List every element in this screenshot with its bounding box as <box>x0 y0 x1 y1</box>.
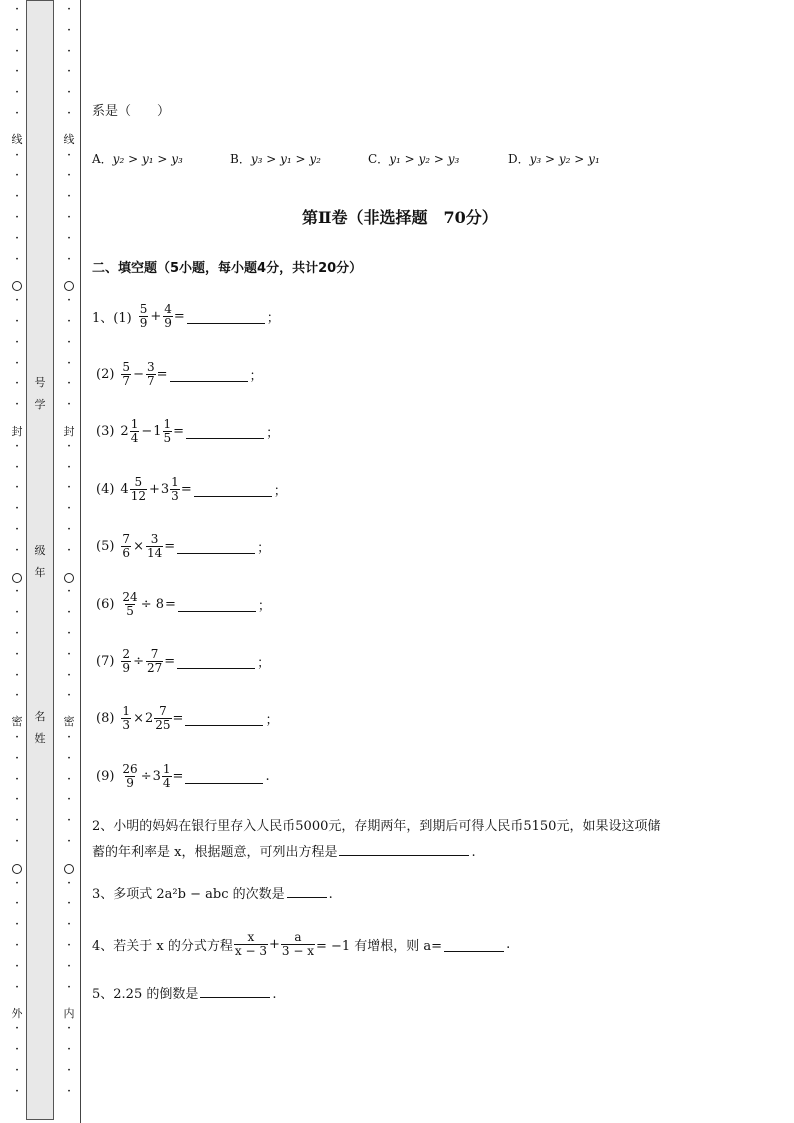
fraction: $\frac{1}{3}$ <box>171 474 179 503</box>
whole-part: 1 <box>153 423 162 439</box>
student-info-strip <box>26 0 54 1120</box>
binding-dot: • <box>15 734 19 741</box>
fraction: $\frac{7}{25}$ <box>155 703 171 732</box>
binding-label: 内 <box>63 1007 75 1020</box>
binding-dot: • <box>67 651 71 658</box>
binding-dot: • <box>67 1025 71 1032</box>
answer-blank[interactable] <box>185 711 263 726</box>
item-end: ； <box>257 655 271 671</box>
strip-label: 级 <box>34 544 46 557</box>
binding-dot: • <box>15 443 19 450</box>
binding-dot: • <box>15 48 19 55</box>
operator: ÷ <box>133 653 144 669</box>
equals-sign: = <box>173 308 185 324</box>
binding-dot: • <box>67 1046 71 1053</box>
q1-item <box>92 758 270 794</box>
binding-dot: • <box>67 776 71 783</box>
binding-dot: • <box>15 921 19 928</box>
fraction: $\frac{2}{9}$ <box>122 646 131 675</box>
binding-dot: • <box>67 672 71 679</box>
binding-dot: • <box>67 942 71 949</box>
q1-item <box>92 356 263 392</box>
binding-dot: • <box>67 630 71 637</box>
answer-blank[interactable] <box>177 539 255 554</box>
binding-dot: • <box>15 110 19 117</box>
q1-item <box>92 643 270 679</box>
binding-dot: • <box>67 89 71 96</box>
binding-dot: • <box>15 755 19 762</box>
answer-blank[interactable] <box>339 841 469 856</box>
binding-dot: • <box>67 256 71 263</box>
binding-circle <box>64 281 74 291</box>
equals-sign: = <box>172 768 184 784</box>
binding-dot: • <box>15 27 19 34</box>
binding-dot: • <box>15 318 19 325</box>
binding-dot: • <box>15 838 19 845</box>
equals-sign: = <box>172 710 184 726</box>
binding-circle <box>64 573 74 583</box>
answer-blank[interactable] <box>178 597 256 612</box>
q1-item <box>92 413 279 449</box>
binding-label: 线 <box>63 133 75 146</box>
binding-dot: • <box>15 6 19 13</box>
q1-item <box>92 700 278 736</box>
question-5: 5、2.25 的倒数是 . <box>92 982 742 1008</box>
item-number: (6) <box>96 596 115 612</box>
binding-dot: • <box>67 588 71 595</box>
binding-dot: • <box>67 734 71 741</box>
binding-dot: • <box>15 214 19 221</box>
binding-label: 外 <box>11 1007 23 1020</box>
q2-line2: 蓄的年利率是 x，根据题意，可列出方程是 . <box>92 840 742 866</box>
binding-dot: • <box>15 484 19 491</box>
fraction: $\frac{26}{9}$ <box>122 761 138 790</box>
binding-dot: • <box>15 776 19 783</box>
item-number: (4) <box>96 481 115 497</box>
binding-dot: • <box>67 1067 71 1074</box>
binding-dot: • <box>15 360 19 367</box>
binding-dot: • <box>15 297 19 304</box>
option-b: B．y₃ > y₁ > y₂ <box>230 152 321 166</box>
binding-dot: • <box>15 1025 19 1032</box>
binding-dot: • <box>67 1088 71 1095</box>
fraction: $\frac{1}{4}$ <box>162 761 171 790</box>
binding-dot: • <box>67 339 71 346</box>
equals-sign: = <box>165 596 176 612</box>
answer-blank[interactable] <box>170 367 248 382</box>
answer-blank[interactable] <box>177 654 255 669</box>
binding-dot: • <box>15 1088 19 1095</box>
item-end: ； <box>249 368 263 384</box>
item-end: ； <box>257 598 271 614</box>
equals-sign: = <box>164 538 176 554</box>
binding-dot: • <box>67 880 71 887</box>
binding-dot: • <box>15 588 19 595</box>
binding-circle <box>12 573 22 583</box>
item-end: ； <box>273 483 287 499</box>
binding-dot: • <box>67 172 71 179</box>
binding-dot: • <box>67 380 71 387</box>
part-heading: 二、填空题（5小题，每小题4分，共计20分） <box>92 261 363 276</box>
q1-item <box>92 586 271 622</box>
binding-dot: • <box>15 630 19 637</box>
fraction: $\frac{a}{3 - x}$ <box>281 929 314 958</box>
whole-part: 2 <box>144 710 154 726</box>
answer-blank[interactable] <box>194 482 272 497</box>
binding-dot: • <box>15 339 19 346</box>
binding-dot: • <box>15 89 19 96</box>
binding-dot: • <box>67 817 71 824</box>
binding-dot: • <box>67 838 71 845</box>
binding-label: 线 <box>11 133 23 146</box>
binding-dot: • <box>67 900 71 907</box>
binding-dot: • <box>15 817 19 824</box>
binding-dot: • <box>15 796 19 803</box>
equals-sign: = <box>164 653 176 669</box>
item-number: (3) <box>96 423 115 439</box>
binding-dot: • <box>15 984 19 991</box>
binding-dot: • <box>67 464 71 471</box>
item-end: ； <box>265 712 279 728</box>
answer-blank[interactable] <box>185 769 263 784</box>
binding-dot: • <box>67 110 71 117</box>
whole-part: 4 <box>120 481 129 497</box>
binding-dot: • <box>67 27 71 34</box>
binding-dot: • <box>67 755 71 762</box>
whole-part: 3 <box>152 768 161 784</box>
operator: ÷ 8 <box>140 596 164 612</box>
binding-dot: • <box>15 1067 19 1074</box>
whole-part: 3 <box>160 481 170 497</box>
answer-blank[interactable] <box>186 424 264 439</box>
binding-dot: • <box>15 963 19 970</box>
answer-blank[interactable] <box>444 937 504 952</box>
answer-blank[interactable] <box>187 309 265 324</box>
binding-dot: • <box>67 484 71 491</box>
binding-dot: • <box>67 68 71 75</box>
binding-dot: • <box>15 380 19 387</box>
whole-part: 2 <box>120 423 129 439</box>
strip-label: 号 <box>34 376 46 389</box>
binding-dot: • <box>67 318 71 325</box>
item-end: ； <box>266 310 280 326</box>
fraction: $\frac{24}{5}$ <box>122 589 138 618</box>
binding-dot: • <box>67 360 71 367</box>
binding-dot: • <box>15 235 19 242</box>
binding-label: 密 <box>11 715 23 728</box>
binding-dot: • <box>67 547 71 554</box>
binding-dot: • <box>67 193 71 200</box>
fraction: $\frac{1}{3}$ <box>122 703 131 732</box>
fraction: $\frac{3}{7}$ <box>146 359 155 388</box>
binding-dot: • <box>67 443 71 450</box>
binding-dot: • <box>67 796 71 803</box>
binding-dot: • <box>67 921 71 928</box>
binding-dot: • <box>67 235 71 242</box>
binding-dot: • <box>67 984 71 991</box>
binding-dot: • <box>67 6 71 13</box>
item-number: (7) <box>96 653 115 669</box>
answer-blank[interactable] <box>287 883 327 898</box>
binding-dot: • <box>67 401 71 408</box>
strip-label: 姓 <box>34 732 46 745</box>
fraction: $\frac{4}{9}$ <box>164 301 172 330</box>
operator: × <box>133 538 144 554</box>
binding-dot: • <box>15 1046 19 1053</box>
item-number: (9) <box>96 768 115 784</box>
equals-sign: = <box>156 366 168 382</box>
item-end: ； <box>266 425 280 441</box>
q1-item <box>92 528 270 564</box>
binding-dot: • <box>67 297 71 304</box>
binding-dot: • <box>15 692 19 699</box>
question-2 <box>92 814 742 866</box>
fraction: $\frac{1}{5}$ <box>163 416 172 445</box>
section-title: 第Ⅱ卷（非选择题 70分） <box>302 208 498 227</box>
operator: − <box>141 423 153 439</box>
binding-label: 封 <box>11 425 23 438</box>
equals-sign: = <box>180 481 192 497</box>
strip-label: 学 <box>34 398 46 411</box>
equals-sign: = <box>173 423 185 439</box>
binding-dot: • <box>15 505 19 512</box>
binding-dot: • <box>67 505 71 512</box>
fraction: $\frac{3}{14}$ <box>146 531 163 560</box>
question-4: 4、若关于 x 的分式方程 $\frac{x}{x - 3}$ + $\frac{a}{3 - x}$ = −1 有增根，则 a= . <box>92 929 511 958</box>
strip-label: 名 <box>34 710 46 723</box>
item-number: 1、(1) <box>92 310 132 326</box>
item-number: (2) <box>96 366 115 382</box>
binding-circle <box>12 864 22 874</box>
binding-dot: • <box>15 193 19 200</box>
question-tail: 系是（ ） <box>92 104 171 119</box>
fraction: $\frac{7}{27}$ <box>146 646 163 675</box>
binding-dot: • <box>67 692 71 699</box>
margin-border-line <box>80 0 81 1123</box>
binding-margin <box>0 0 82 1123</box>
fraction: $\frac{x}{x - 3}$ <box>234 929 267 958</box>
question-3: 3、多项式 2a²b − abc 的次数是 . <box>92 882 742 908</box>
binding-label: 密 <box>63 715 75 728</box>
binding-dot: • <box>15 672 19 679</box>
option-d: D．y₃ > y₂ > y₁ <box>508 152 600 166</box>
binding-dot: • <box>15 401 19 408</box>
operator: ÷ <box>140 768 152 784</box>
fraction: $\frac{1}{4}$ <box>130 416 139 445</box>
fraction: $\frac{5}{9}$ <box>139 301 148 330</box>
binding-dot: • <box>15 68 19 75</box>
binding-dot: • <box>67 963 71 970</box>
binding-dot: • <box>67 48 71 55</box>
operator: + <box>150 308 162 324</box>
binding-dot: • <box>15 256 19 263</box>
strip-label: 年 <box>34 566 46 579</box>
q1-item <box>92 298 280 334</box>
binding-dot: • <box>15 609 19 616</box>
binding-dot: • <box>15 464 19 471</box>
item-number: (5) <box>96 538 115 554</box>
option-c: C．y₁ > y₂ > y₃ <box>368 152 460 166</box>
binding-dot: • <box>67 214 71 221</box>
operator: × <box>133 710 144 726</box>
binding-label: 封 <box>63 425 75 438</box>
q1-item <box>92 471 287 507</box>
q2-line1: 2、小明的妈妈在银行里存入人民币5000元，存期两年，到期后可得人民币5150元，如果设这项储 <box>92 819 661 834</box>
fraction: $\frac{7}{6}$ <box>122 531 131 560</box>
fraction: $\frac{5}{7}$ <box>122 359 131 388</box>
binding-dot: • <box>67 526 71 533</box>
binding-dot: • <box>15 152 19 159</box>
binding-dot: • <box>15 172 19 179</box>
binding-circle <box>64 864 74 874</box>
binding-dot: • <box>67 152 71 159</box>
item-end: . <box>265 768 270 784</box>
answer-blank[interactable] <box>200 983 270 998</box>
option-a: A．y₂ > y₁ > y₃ <box>92 152 183 166</box>
item-number: (8) <box>96 710 115 726</box>
binding-circle <box>12 281 22 291</box>
operator: − <box>133 366 144 382</box>
binding-dot: • <box>15 547 19 554</box>
binding-dot: • <box>15 900 19 907</box>
binding-dot: • <box>15 880 19 887</box>
item-end: ； <box>257 540 271 556</box>
binding-dot: • <box>15 526 19 533</box>
operator: + <box>148 481 160 497</box>
binding-dot: • <box>15 651 19 658</box>
binding-dot: • <box>15 942 19 949</box>
fraction: $\frac{5}{12}$ <box>130 474 146 503</box>
binding-dot: • <box>67 609 71 616</box>
